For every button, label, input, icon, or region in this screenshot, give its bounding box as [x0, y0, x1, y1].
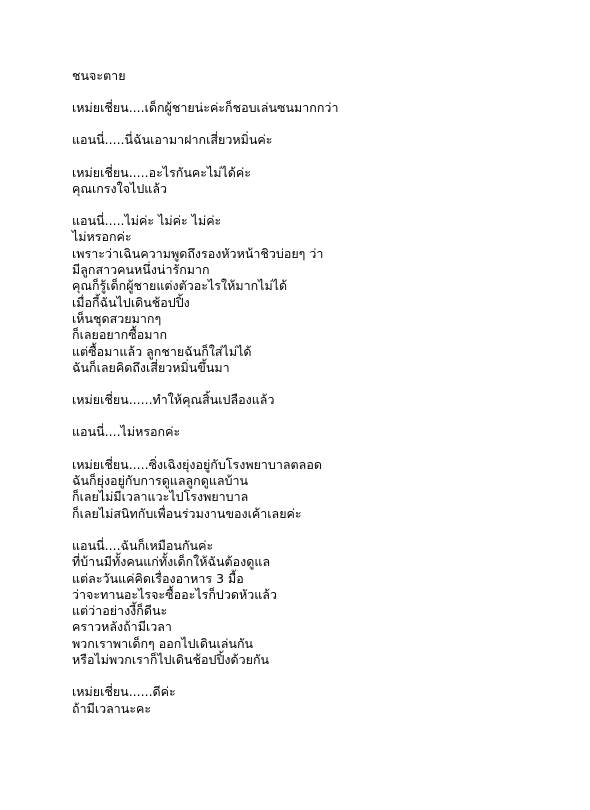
dialogue-line: คุณเกรงใจไปแล้ว	[72, 180, 168, 196]
document-title: ชนจะตาย	[72, 68, 126, 83]
dialogue-line: แอนนี่.....นี่ฉันเอามาฝากเสี่ยวหมิ่นค่ะ	[72, 132, 273, 148]
dialogue-line: ฉันก็เลยคิดถึงเสี่ยวหมิ่นขึ้นมา	[72, 359, 230, 375]
dialogue-line: คราวหลังถ้ามีเวลา	[72, 619, 172, 635]
dialogue-line: พวกเราพาเด็กๆ ออกไปเดินเล่นกัน	[72, 635, 254, 651]
dialogue-paragraph	[72, 424, 572, 440]
dialogue-line: แต่ซื้อมาแล้ว ลูกชายฉันก็ใส่ไม่ได้	[72, 343, 252, 359]
dialogue-line: ก็เลยไม่สนิทกับเพื่อนร่วมงานของเค้าเลยค่ะ	[72, 505, 302, 521]
dialogue-line: แอนนี่.....ไม่ค่ะ ไม่ค่ะ ไม่ค่ะ	[72, 213, 222, 229]
dialogue-paragraph	[72, 457, 572, 522]
dialogue-line: เหม่ยเชี่ยน.....ซิ่งเฉิงยุ่งอยู่กับโรงพยาบาลตลอด	[72, 456, 322, 472]
document-page	[72, 68, 572, 733]
dialogue-paragraph	[72, 132, 572, 148]
dialogue-paragraph	[72, 100, 572, 116]
dialogue-line: ฉันก็ยุ่งอยู่กับการดูแลลูกดูแลบ้าน	[72, 473, 249, 489]
dialogue-line: ถ้ามีเวลานะคะ	[72, 700, 152, 716]
dialogue-paragraph	[72, 684, 572, 717]
dialogue-line: ก็เลยไม่มีเวลาแวะไปโรงพยาบาล	[72, 489, 249, 505]
dialogue-paragraph	[72, 165, 572, 198]
dialogue-line: แอนนี่....ฉันก็เหมือนกันค่ะ	[72, 537, 214, 553]
dialogue-line: เหม่ยเชี่ยน.....อะไรกันคะไม่ได้ค่ะ	[72, 164, 251, 180]
dialogue-line: แต่ละวันแค่คิดเรื่องอาหาร 3 มื้อ	[72, 570, 244, 586]
dialogue-line: ว่าจะทานอะไรจะซื้ออะไรก็ปวดหัวแล้ว	[72, 586, 277, 602]
dialogue-paragraph	[72, 392, 572, 408]
dialogue-line: เห็นชุดสวยมากๆ	[72, 310, 162, 326]
dialogue-line: เหม่ยเชี่ยน......ดีค่ะ	[72, 684, 176, 700]
dialogue-line: แอนนี่....ไม่หรอกค่ะ	[72, 424, 181, 440]
dialogue-paragraph	[72, 213, 572, 376]
dialogue-line: ก็เลยอยากซื้อมาก	[72, 327, 168, 343]
dialogue-line: เมื่อกี้ฉันไปเดินช้อปปิ้ง	[72, 294, 190, 310]
dialogue-line: มีลูกสาวคนหนึ่งน่ารักมาก	[72, 262, 210, 278]
dialogue-line: ไม่หรอกค่ะ	[72, 229, 132, 245]
dialogue-line: คุณก็รู้เด็กผู้ชายแต่งตัวอะไรให้มากไม่ได้	[72, 278, 288, 294]
dialogue-line: เพราะว่าเฉินความพูดถึงรองหัวหน้าชิวบ่อยๆ ว่า	[72, 245, 324, 261]
dialogue-line: หรือไม่พวกเราก็ไปเดินช้อปปิ้งด้วยกัน	[72, 652, 270, 668]
document-body	[72, 100, 572, 717]
dialogue-line: ที่บ้านมีทั้งคนแก่ทั้งเด็กให้ฉันต้องดูแล	[72, 554, 271, 570]
dialogue-paragraph	[72, 538, 572, 668]
dialogue-line: เหม่ยเชี่ยน....เด็กผู้ชายน่ะค่ะก็ชอบเล่นซนมากกว่า	[72, 100, 339, 115]
dialogue-line: เหม่ยเชี่ยน......ทำให้คุณสิ้นเปลืองแล้ว	[72, 392, 275, 408]
dialogue-line: แต่ว่าอย่างงี้ก็ดีนะ	[72, 603, 168, 619]
